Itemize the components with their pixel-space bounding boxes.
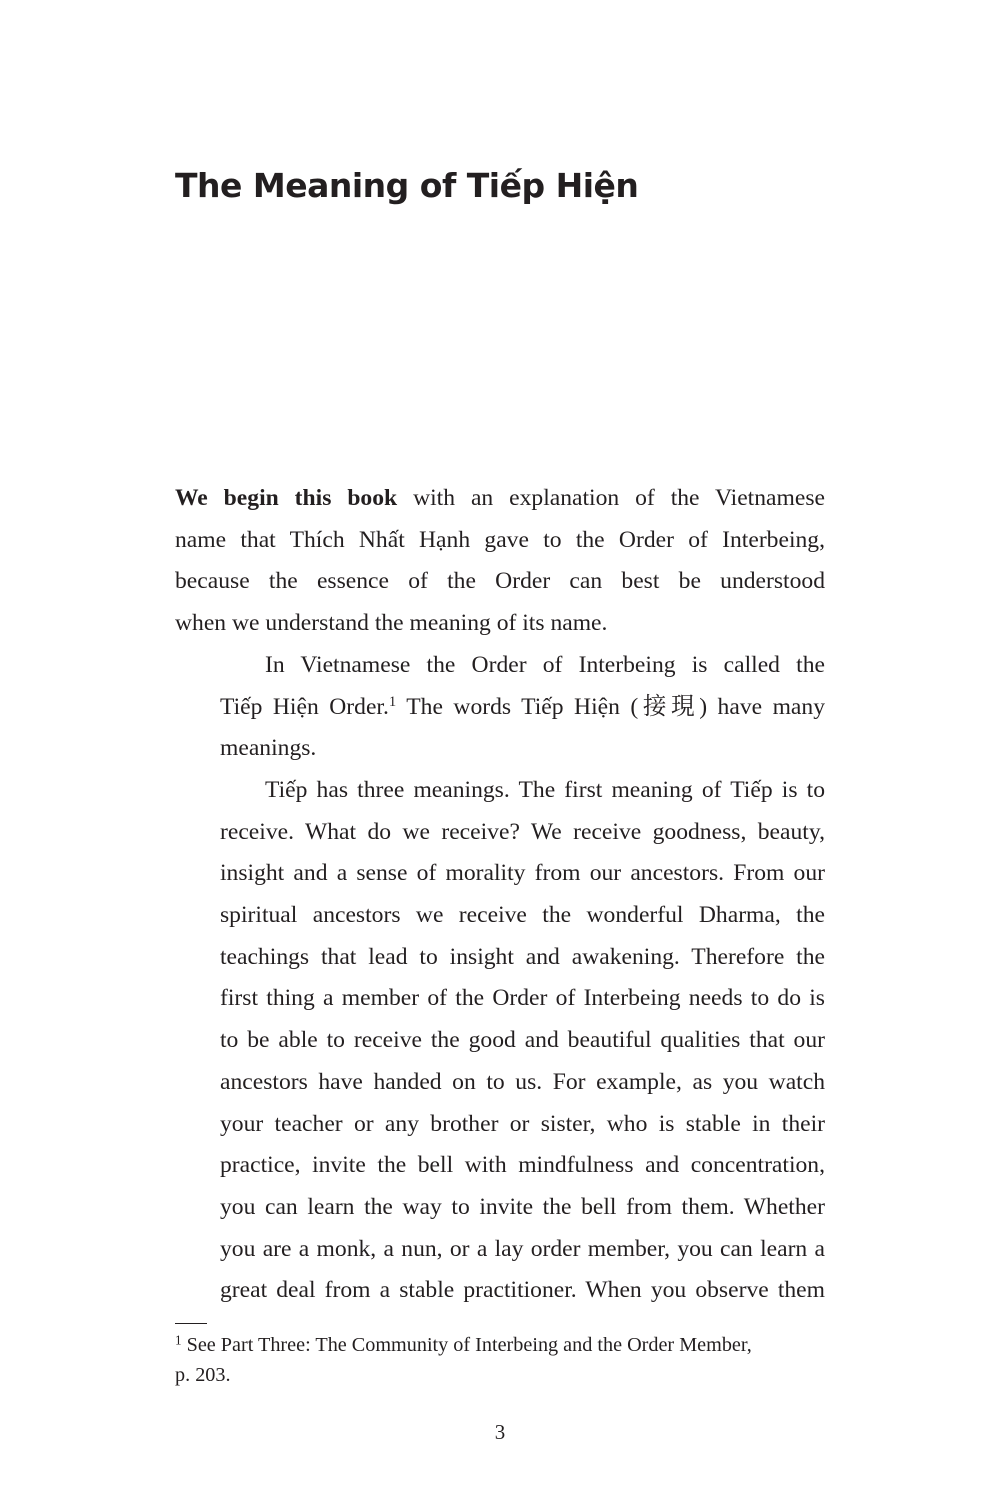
footnote-divider [175, 1323, 207, 1324]
text-line: meanings. [220, 735, 317, 762]
text-line [175, 687, 825, 729]
text-line: practice, invite the bell with mindfulness and concentration, [220, 1152, 825, 1179]
text-line: spiritual ancestors we receive the wonderful Dharma, the [220, 902, 825, 929]
paragraph-1 [175, 478, 825, 645]
text-line: first thing a member of the Order of Interbeing needs to do is [220, 985, 825, 1012]
footnote-line: p. 203. [175, 1364, 231, 1386]
footnote-marker: 1 [175, 1332, 182, 1348]
body-text [175, 478, 825, 1312]
text-line [175, 478, 825, 520]
text-line: you can learn the way to invite the bell from them. Whether [220, 1193, 825, 1220]
footnote-text: See Part Three: The Community of Interbeing and the Order Member, [181, 1334, 752, 1356]
text-line: Tiếp has three meanings. The first meaning of Tiếp is to [265, 776, 825, 803]
text-line: In Vietnamese the Order of Interbeing is called the [265, 651, 825, 678]
footnote [175, 1330, 825, 1390]
text-line: receive. What do we receive? We receive goodness, beauty, [220, 818, 825, 845]
text-line: because the essence of the Order can best be understood [175, 568, 825, 595]
footnote-reference[interactable]: 1 [388, 693, 397, 710]
page-number: 3 [494, 1420, 506, 1444]
chapter-title: The Meaning of Tiếp Hiện [175, 166, 639, 205]
text-line: insight and a sense of morality from our ancestors. From our [220, 860, 825, 887]
text-line: you are a monk, a nun, or a lay order member, you can learn a [220, 1235, 825, 1262]
text-span: Tiếp Hiện Order. [220, 693, 389, 720]
text-line: when we understand the meaning of its name. [175, 610, 608, 637]
footnote-line [175, 1330, 825, 1360]
text-span: with an explanation of the Vietnamese [397, 485, 825, 511]
text-line: your teacher or any brother or sister, who is stable in their [220, 1110, 825, 1137]
text-line: ancestors have handed on to us. For example, as you watch [220, 1068, 825, 1095]
text-line: to be able to receive the good and beautiful qualities that our [220, 1027, 825, 1054]
paragraph-2 [175, 645, 825, 770]
lead-in-bold: We begin this book [175, 485, 398, 511]
text-span: The words Tiếp Hiện (接現) have many [396, 693, 825, 720]
text-line: teachings that lead to insight and awakening. Therefore the [220, 943, 825, 970]
text-line: name that Thích Nhất Hạnh gave to the Order of Interbeing, [175, 526, 825, 553]
paragraph-3 [175, 770, 825, 1312]
text-line: great deal from a stable practitioner. When you observe them [220, 1277, 825, 1304]
